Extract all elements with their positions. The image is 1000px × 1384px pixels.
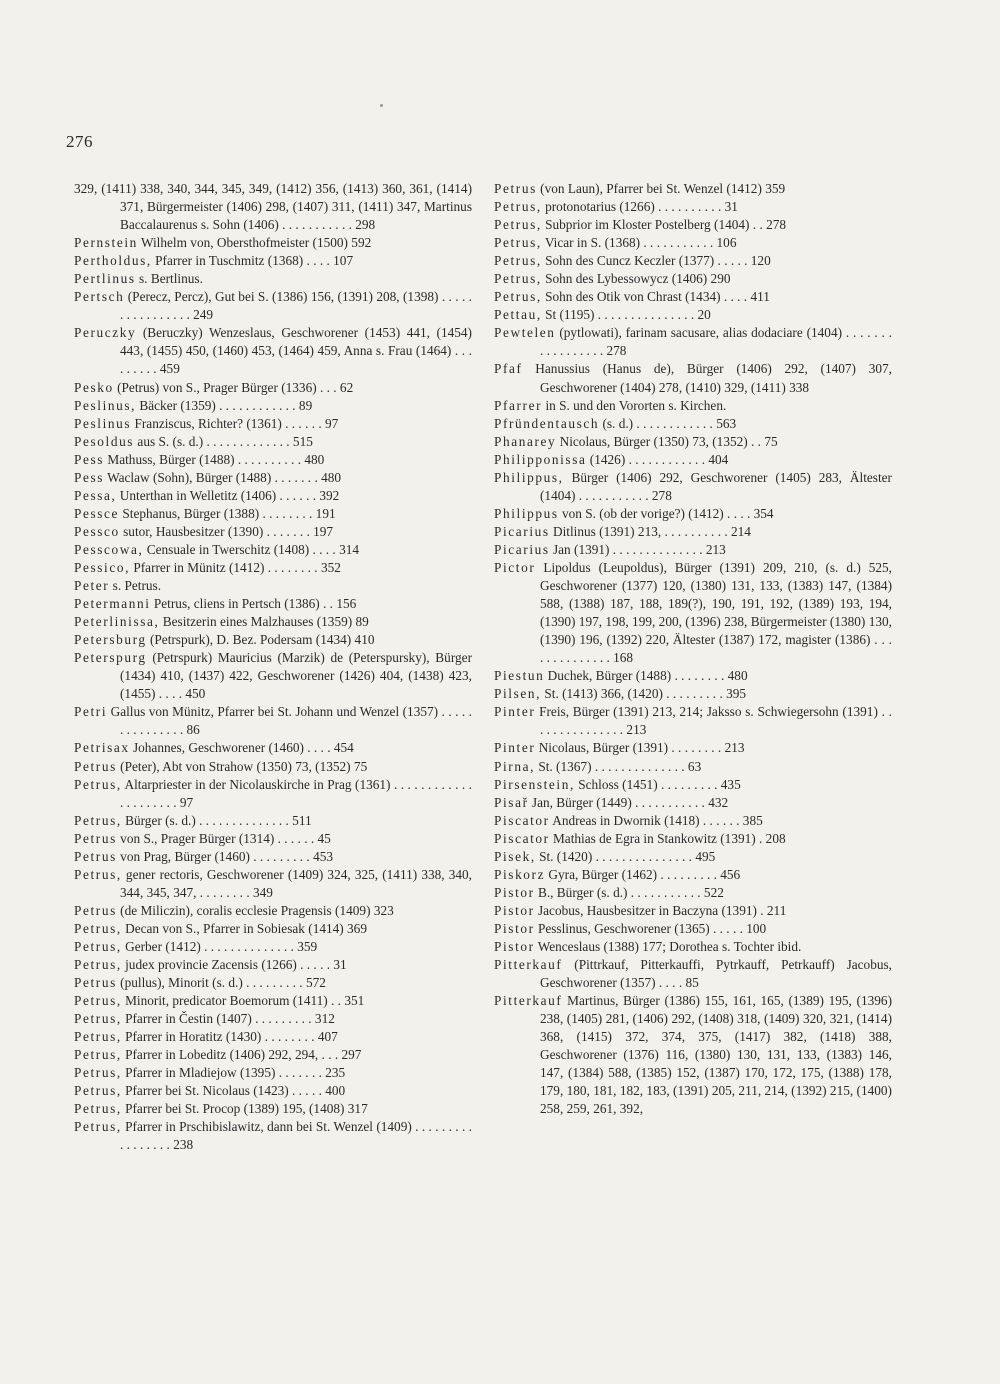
index-entry — [494, 306, 892, 324]
index-entry-headword: Petrisax — [74, 740, 130, 756]
index-entry-headword: Petrus, — [74, 1047, 122, 1063]
index-entry-references: Pfarrer in Münitz (1412) . . . . . . . . 352 — [130, 559, 341, 575]
index-entry-references: Petrus, cliens in Pertsch (1386) . . 156 — [150, 596, 357, 612]
index-entry-headword: Piestun — [494, 668, 545, 684]
index-entry-references: (Pittrkauf, Pitterkauffi, Pytrkauff, Petrkauff) Jacobus, Geschworener (1357) . . . . 85 — [540, 957, 892, 991]
index-entry-headword: Petrus, — [494, 217, 542, 233]
index-entry — [74, 613, 472, 631]
index-entry — [74, 920, 472, 938]
index-entry — [494, 433, 892, 451]
index-entry-headword: Pesoldus — [74, 433, 135, 449]
index-entry-headword: Pertholdus, — [74, 253, 152, 269]
index-entry-references: Martinus, Bürger (1386) 155, 161, 165, (1389) 195, (1396) 238, (1405) 281, (1406) 292, (1408) 318, (1409) 320, 321, (1414) 368, (1415) 372, 374, 375, (1417) 382, (1418) 388, Geschworener (1376) 116, (1380) 130, 131, 133, (1383) 146, 147, (1384) 588, (1385) 152, (1387) 170, 172, 175, (1388) 178, 179, 180, 181, 182, 183, (1391) 205, 211, 214, (1392) 215, (1400) 258, 259, 261, 392, — [540, 993, 892, 1117]
index-entry-headword: Pistor — [494, 902, 535, 918]
index-entry-headword: Peslinus, — [74, 397, 137, 413]
index-entry-references: Nicolaus, Bürger (1350) 73, (1352) . . 75 — [556, 433, 778, 449]
index-entry — [494, 234, 892, 252]
index-entry-references: (de Miliczin), coralis ecclesie Pragensis (1409) 323 — [116, 902, 394, 918]
index-entry — [74, 848, 472, 866]
index-entry-references: Mathias de Egra in Stankowitz (1391) . 208 — [549, 830, 786, 846]
index-entry-headword: Pessce — [74, 505, 120, 521]
index-entry — [494, 848, 892, 866]
index-entry — [494, 216, 892, 234]
index-entry — [74, 577, 472, 595]
index-entry — [494, 198, 892, 216]
index-entry-headword: Pfründentausch — [494, 415, 600, 431]
index-entry — [74, 379, 472, 397]
index-entry-headword: Pettau, — [494, 307, 542, 323]
index-entry-headword: Pilsen, — [494, 686, 542, 702]
index-entry-headword: Petrus — [74, 848, 117, 864]
index-entry-headword: Petrus, — [74, 993, 122, 1009]
index-entry-headword: Pistor — [494, 884, 535, 900]
index-entry-references: Sohn des Lybessowycz (1406) 290 — [541, 271, 731, 287]
index-entry-headword: Petrus, — [494, 199, 542, 215]
index-entry-headword: Philippus — [494, 505, 559, 521]
index-entry-references: (Petrus) von S., Prager Bürger (1336) . . . 62 — [113, 379, 354, 395]
index-entry — [494, 830, 892, 848]
index-entry-headword: Philipponissa — [494, 451, 587, 467]
index-entry — [74, 1064, 472, 1082]
index-entry-references: Decan von S., Pfarrer in Sobiesak (1414) 369 — [121, 920, 367, 936]
index-entry-headword: Pfaf — [494, 361, 523, 377]
index-entry — [494, 703, 892, 739]
index-entry — [74, 451, 472, 469]
index-entry-references: s. Petrus. — [109, 578, 162, 594]
index-entry-references: Stephanus, Bürger (1388) . . . . . . . . 191 — [119, 505, 336, 521]
index-entry-headword: Peslinus — [74, 415, 132, 431]
index-entry-references: Schloss (1451) . . . . . . . . . 435 — [574, 776, 741, 792]
index-entry-headword: Petrus — [74, 975, 117, 991]
index-entry — [494, 324, 892, 360]
index-entry-references: aus S. (s. d.) . . . . . . . . . . . . . 515 — [134, 433, 313, 449]
index-entry-headword: Pistor — [494, 938, 535, 954]
index-entry — [494, 270, 892, 288]
index-entry — [74, 703, 472, 739]
index-entry-references: Censuale in Twerschitz (1408) . . . . 314 — [143, 541, 360, 557]
index-entry-references: Pfarrer in Tuschmitz (1368) . . . . 107 — [151, 253, 354, 269]
index-entry-headword: Petrus, — [74, 1101, 122, 1117]
index-entry — [494, 523, 892, 541]
index-entry — [74, 523, 472, 541]
index-entry-references: Bürger (1406) 292, Geschworener (1405) 283, Ältester (1404) . . . . . . . . . . . 278 — [540, 469, 892, 503]
index-entry-references: Jan, Bürger (1449) . . . . . . . . . . . 432 — [528, 794, 729, 810]
index-entry-headword: Petrus, — [74, 938, 122, 954]
index-entry-references: Johannes, Geschworener (1460) . . . . 454 — [129, 740, 354, 756]
index-entry — [494, 920, 892, 938]
index-entry-headword: Petersburg — [74, 632, 147, 648]
index-entry — [74, 1028, 472, 1046]
index-entry-references: Pfarrer in Prschibislawitz, dann bei St. Wenzel (1409) . . . . . . . . . . . . . . . . . 238 — [120, 1119, 472, 1153]
index-entry-headword: Petrus, — [494, 253, 542, 269]
index-entry-references: St (1195) . . . . . . . . . . . . . . . 20 — [541, 307, 711, 323]
index-entry-references: gener rectoris, Geschworener (1409) 324, 325, (1411) 338, 340, 344, 345, 347, . . . . . . . . 349 — [120, 866, 472, 900]
index-entry-headword: Pinter — [494, 704, 536, 720]
index-entry-headword: Petrus, — [74, 1083, 122, 1099]
index-entry-references: Jan (1391) . . . . . . . . . . . . . . 213 — [549, 541, 726, 557]
index-entry-headword: Petri — [74, 704, 108, 720]
index-entry-headword: Picarius — [494, 541, 550, 557]
index-entry-references: Pfarrer in Lobeditz (1406) 292, 294, . . . 297 — [121, 1047, 362, 1063]
index-entry-headword: Piscator — [494, 830, 550, 846]
index-entry — [74, 1082, 472, 1100]
index-entry-headword: Petrus — [494, 181, 537, 196]
index-entry-references: B., Bürger (s. d.) . . . . . . . . . . . 522 — [534, 884, 724, 900]
index-entry-headword: Pertlinus — [74, 271, 136, 287]
index-entry-headword: Pessico, — [74, 559, 131, 575]
index-entry-references: (von Laun), Pfarrer bei St. Wenzel (1412) 359 — [536, 181, 786, 196]
index-entry-references: protonotarius (1266) . . . . . . . . . . 31 — [541, 199, 738, 215]
index-entry-headword: Petrus, — [74, 920, 122, 936]
index-entry-references: (s. d.) . . . . . . . . . . . . 563 — [599, 415, 737, 431]
index-entry-headword: Petrus, — [74, 866, 122, 882]
index-entry-references: Lipoldus (Leupoldus), Bürger (1391) 209, 210, (s. d.) 525, Geschworener (1377) 120, (1380) 131, 133, (1383) 147, (1384) 588, (1388) 187, 188, 189(?), 190, 191, 192, (1389) 193, 194, (1390) 197, 198, 199, 200, (1396) 238, Bürgermeister (1380) 130, (1390) 196, (1392) 220, Ältester (1387) 172, magister (1386) . . . . . . . . . . . . . . 168 — [535, 559, 892, 666]
index-entry-headword: Pisař — [494, 794, 529, 810]
index-entry-references: Duchek, Bürger (1488) . . . . . . . . 480 — [544, 668, 748, 684]
index-entry-references: von S. (ob der vorige?) (1412) . . . . 354 — [558, 505, 774, 521]
index-entry-headword: Pirna, — [494, 758, 535, 774]
index-entry-references: 329, (1411) 338, 340, 344, 345, 349, (1412) 356, (1413) 360, 361, (1414) 371, Bürgermeister (1406) 298, (1407) 311, (1411) 347, Martinus Baccalaurenus s. Sohn (1406) . . . . . . . . . . . 298 — [74, 181, 472, 233]
index-entry-headword: Petrus, — [74, 1119, 122, 1135]
index-entry — [494, 866, 892, 884]
index-entry-headword: Pistor — [494, 920, 535, 936]
index-entry-headword: Petrus, — [74, 1011, 122, 1027]
index-entry-headword: Picarius — [494, 523, 550, 539]
index-entry — [494, 252, 892, 270]
index-entry-headword: Pisek, — [494, 848, 536, 864]
index-entry-headword: Pfarrer — [494, 397, 543, 413]
index-entry-references: von S., Prager Bürger (1314) . . . . . . 45 — [116, 830, 331, 846]
index-entry-references: Bäcker (1359) . . . . . . . . . . . . 89 — [136, 397, 313, 413]
index-entry-headword: Pictor — [494, 559, 536, 575]
index-entry-references: Mathuss, Bürger (1488) . . . . . . . . . . 480 — [104, 451, 325, 467]
index-entry — [74, 252, 472, 270]
index-entry — [74, 758, 472, 776]
index-entry-references: von Prag, Bürger (1460) . . . . . . . . . 453 — [116, 848, 334, 864]
index-entry-references: Ditlinus (1391) 213, . . . . . . . . . . 214 — [549, 523, 751, 539]
index-entry-headword: Petrus — [74, 758, 117, 774]
index-entry-headword: Petrus, — [74, 1029, 122, 1045]
index-entry-headword: Pessa, — [74, 487, 117, 503]
index-entry-references: Bürger (s. d.) . . . . . . . . . . . . . . 511 — [121, 812, 312, 828]
index-entry — [494, 415, 892, 433]
index-entry-references: Gyra, Bürger (1462) . . . . . . . . . 456 — [545, 866, 741, 882]
index-entry-headword: Petrus, — [494, 289, 542, 305]
index-entry-references: judex provincie Zacensis (1266) . . . . . 31 — [121, 957, 347, 973]
index-entry — [494, 739, 892, 757]
index-entry — [74, 866, 472, 902]
index-entry — [74, 1100, 472, 1118]
index-entry-headword: Pess — [74, 451, 105, 467]
index-entry-references: Sohn des Otik von Chrast (1434) . . . . 411 — [541, 289, 770, 305]
index-entry-headword: Pessco — [74, 523, 120, 539]
index-entry-references: Minorit, predicator Boemorum (1411) . . 351 — [121, 993, 365, 1009]
index-entry-headword: Phanarey — [494, 433, 557, 449]
index-entry — [74, 992, 472, 1010]
index-entry-references: St. (1420) . . . . . . . . . . . . . . . 495 — [535, 848, 716, 864]
index-entry-references: Unterthan in Welletitz (1406) . . . . . . 392 — [116, 487, 340, 503]
index-entry-references: (pytlowati), farinam sacusare, alias dodaciare (1404) . . . . . . . . . . . . . . . . . 278 — [540, 325, 892, 359]
index-entry-headword: Petrus, — [74, 957, 122, 973]
index-entry-headword: Pess — [74, 469, 105, 485]
index-entry — [74, 649, 472, 703]
index-entry — [74, 1010, 472, 1028]
index-entry-headword: Peter — [74, 578, 110, 594]
index-entry — [494, 667, 892, 685]
index-entry-references: Wenceslaus (1388) 177; Dorothea s. Tochter ibid. — [534, 938, 802, 954]
index-entry-headword: Petrus, — [494, 235, 542, 251]
index-entry-references: Pfarrer bei St. Procop (1389) 195, (1408) 317 — [121, 1101, 368, 1117]
index-entry-headword: Pirsenstein, — [494, 776, 575, 792]
index-entry-references: (Petrspurk) Mauricius (Marzik) de (Peterspursky), Bürger (1434) 410, (1437) 422, Geschworener (1426) 404, (1438) 423, (1455) . . . . 450 — [120, 650, 472, 702]
index-entry-references: Vicar in S. (1368) . . . . . . . . . . . 106 — [541, 235, 737, 251]
index-entry — [74, 487, 472, 505]
index-entry-headword: Pinter — [494, 740, 536, 756]
index-entry-headword: Petrus, — [74, 1065, 122, 1081]
index-entry-headword: Petrus, — [74, 812, 122, 828]
index-entry-references: s. Bertlinus. — [135, 271, 203, 287]
index-entry-references: (Petrspurk), D. Bez. Podersam (1434) 410 — [146, 632, 375, 648]
index-entry — [74, 180, 472, 234]
index-entry — [494, 938, 892, 956]
index-entry — [74, 324, 472, 378]
index-entry-references: Waclaw (Sohn), Bürger (1488) . . . . . . . 480 — [104, 469, 342, 485]
index-entry-references: St. (1367) . . . . . . . . . . . . . . 63 — [535, 758, 702, 774]
index-entry — [74, 812, 472, 830]
index-entry — [74, 830, 472, 848]
index-entry — [494, 685, 892, 703]
index-entry-headword: Pewtelen — [494, 325, 556, 341]
index-entry — [74, 739, 472, 757]
index-entry — [494, 541, 892, 559]
index-column-right — [494, 180, 892, 1118]
index-entry-headword: Piskorz — [494, 866, 546, 882]
index-entry-references: Jacobus, Hausbesitzer in Baczyna (1391) . 211 — [534, 902, 787, 918]
index-entry-references: Nicolaus, Bürger (1391) . . . . . . . . 213 — [535, 740, 745, 756]
index-entry — [74, 234, 472, 252]
index-entry — [74, 433, 472, 451]
index-entry-references: Andreas in Dwornik (1418) . . . . . . 385 — [549, 812, 763, 828]
index-entry-references: (Peter), Abt von Strahow (1350) 73, (1352) 75 — [116, 758, 368, 774]
index-entry-references: Subprior im Kloster Postelberg (1404) . . 278 — [541, 217, 787, 233]
index-entry — [494, 776, 892, 794]
index-column-left — [74, 180, 472, 1155]
index-entry — [494, 884, 892, 902]
index-entry — [494, 180, 892, 198]
index-entry-headword: Pitterkauf — [494, 993, 563, 1009]
index-entry-headword: Peterlinissa, — [74, 614, 160, 630]
index-entry — [494, 505, 892, 523]
index-entry — [494, 758, 892, 776]
index-entry — [74, 776, 472, 812]
index-entry-headword: Petrus, — [494, 271, 542, 287]
index-entry — [74, 288, 472, 324]
index-entry — [74, 415, 472, 433]
index-entry-headword: Pesko — [74, 379, 114, 395]
index-entry — [494, 397, 892, 415]
index-entry — [494, 794, 892, 812]
index-entry-references: Gallus von Münitz, Pfarrer bei St. Johann und Wenzel (1357) . . . . . . . . . . . . . . . 86 — [107, 704, 472, 738]
index-entry — [74, 938, 472, 956]
index-entry-references: sutor, Hausbesitzer (1390) . . . . . . . 197 — [119, 523, 334, 539]
index-entry-headword: Pertsch — [74, 289, 125, 305]
index-entry-headword: Pernstein — [74, 235, 138, 251]
index-entry — [74, 1118, 472, 1154]
index-entry-headword: Petrus — [74, 830, 117, 846]
index-entry — [494, 360, 892, 396]
index-entry-references: Gerber (1412) . . . . . . . . . . . . . . 359 — [121, 938, 318, 954]
index-entry — [74, 559, 472, 577]
index-entry — [494, 992, 892, 1118]
index-entry-references: Franziscus, Richter? (1361) . . . . . . 97 — [131, 415, 339, 431]
index-entry-headword: Petermanni — [74, 596, 151, 612]
index-entry — [74, 270, 472, 288]
index-entry-references: Besitzerin eines Malzhauses (1359) 89 — [159, 614, 369, 630]
index-entry — [74, 956, 472, 974]
index-entry-references: (1426) . . . . . . . . . . . . 404 — [586, 451, 729, 467]
index-entry — [74, 397, 472, 415]
index-entry-references: (Perecz, Percz), Gut bei S. (1386) 156, (1391) 208, (1398) . . . . . . . . . . . . . . . . 249 — [120, 289, 472, 323]
page-number: 276 — [66, 132, 93, 151]
index-entry — [74, 974, 472, 992]
index-entry-headword: Pesscowa, — [74, 541, 144, 557]
index-entry — [494, 956, 892, 992]
index-entry-references: in S. und den Vororten s. Kirchen. — [542, 397, 727, 413]
index-entry — [74, 541, 472, 559]
index-entry-references: (Beruczky) Wenzeslaus, Geschworener (1453) 441, (1454) 443, (1455) 450, (1460) 453, (1464) 459, Anna s. Frau (1464) . . . . . . . . . 459 — [120, 325, 472, 377]
index-entry-headword: Petrus, — [74, 776, 122, 792]
index-entry-references: Freis, Bürger (1391) 213, 214; Jaksso s. Schwiegersohn (1391) . . . . . . . . . . . . . . . 213 — [535, 704, 892, 738]
index-entry — [494, 812, 892, 830]
index-entry-references: Wilhelm von, Obersthofmeister (1500) 592 — [137, 235, 372, 251]
index-entry-references: Sohn des Cuncz Keczler (1377) . . . . . 120 — [541, 253, 771, 269]
page-speck — [380, 104, 383, 107]
index-entry — [74, 902, 472, 920]
index-entry — [494, 559, 892, 667]
index-entry — [74, 595, 472, 613]
index-entry — [74, 469, 472, 487]
index-entry-references: (pullus), Minorit (s. d.) . . . . . . . . . 572 — [116, 975, 326, 991]
index-entry-headword: Peruczky — [74, 325, 137, 341]
index-entry — [494, 288, 892, 306]
index-entry-references: Pfarrer in Horatitz (1430) . . . . . . . . 407 — [121, 1029, 338, 1045]
index-entry-references: Pesslinus, Geschworener (1365) . . . . . 100 — [534, 920, 767, 936]
index-entry-references: Pfarrer in Mladiejow (1395) . . . . . . . 235 — [121, 1065, 346, 1081]
index-entry-headword: Philippus, — [494, 469, 564, 485]
index-entry — [494, 451, 892, 469]
index-entry-headword: Piscator — [494, 812, 550, 828]
index-entry — [494, 469, 892, 505]
index-entry-references: Pfarrer bei St. Nicolaus (1423) . . . . . 400 — [121, 1083, 346, 1099]
index-entry — [494, 902, 892, 920]
index-entry — [74, 1046, 472, 1064]
index-entry — [74, 631, 472, 649]
index-entry-references: Pfarrer in Čestin (1407) . . . . . . . . . 312 — [121, 1011, 335, 1027]
index-entry-references: Hanussius (Hanus de), Bürger (1406) 292, (1407) 307, Geschworener (1404) 278, (1410) 329, (1411) 338 — [522, 361, 892, 395]
index-entry-headword: Peterspurg — [74, 650, 147, 666]
index-entry-headword: Pitterkauf — [494, 957, 563, 973]
index-entry — [74, 505, 472, 523]
index-entry-headword: Petrus — [74, 902, 117, 918]
index-entry-references: St. (1413) 366, (1420) . . . . . . . . . 395 — [541, 686, 747, 702]
index-entry-references: Altarpriester in der Nicolauskirche in Prag (1361) . . . . . . . . . . . . . . . . . . . . . 97 — [120, 776, 472, 810]
